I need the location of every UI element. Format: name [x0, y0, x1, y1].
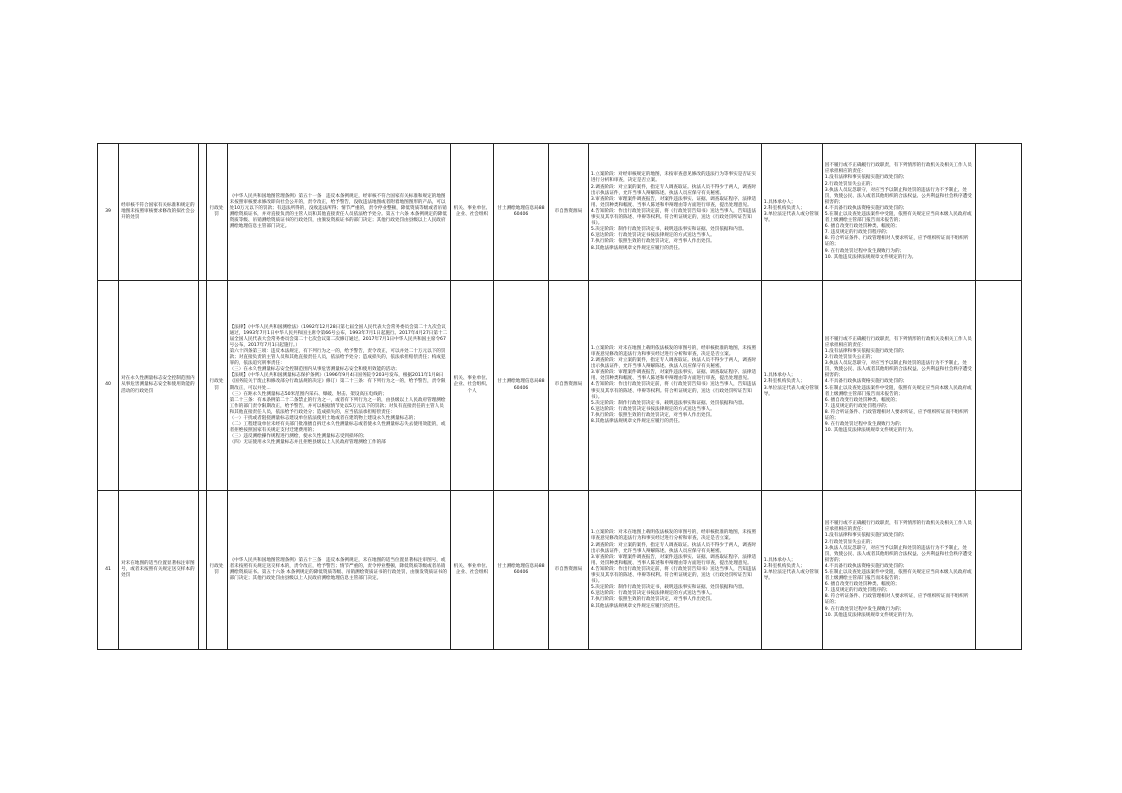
accountability-item: 2.行政处罚显失公正的； [824, 539, 876, 545]
stage-item: 6.送达阶段：行政处罚决定书按法律规定的方式送达当事人。 [590, 591, 715, 597]
legal-basis-paragraph: 【法规】《中华人民共和国测量标志保护条例》（1996年9月4日国务院令203号发布，根据2011年1月8日《国务院关于废止和修改部分行政法规的决定》修订）第二十三条：有下列行为之一的，给予警告，责令限期改正，可以并处... [229, 373, 446, 391]
legal-basis-paragraph: （三）违反测绘操作规程进行测绘，使永久性测量标志受到损坏的； [229, 434, 368, 440]
responsible-persons [761, 144, 822, 281]
stage-item: 8.其他法律法规规章文件规定应履行的责任。 [590, 245, 683, 251]
responsible-person-item: 3.单位法定代表人或分管领导。 [763, 385, 819, 397]
legal-basis-paragraph: （二）工程建设单位未经有关部门批准擅自拆迁永久性测量标志或者使永久性测量标志失去使用效能的，或者拒绝按照国家有关规定支付迁建费用的； [229, 422, 446, 434]
stage-item: 2.调查阶段：对立案的案件，指定专人调查取证。执法人员不得少于两人，调查时出示执法证件，允许当事人辩解陈述。执法人员应保守有关秘密。 [590, 358, 757, 370]
row-number: 39 [98, 144, 119, 281]
remark-cell [975, 491, 1021, 650]
row-number: 41 [98, 491, 119, 650]
power-type: 行政处罚 [206, 281, 227, 491]
responsible-person-item: 2.科室机构负责人； [763, 205, 805, 211]
accountability-item: 3.执法人员玩忽职守，对应当予以制止和处罚的违法行为不予制止、处罚，致使公民、法人或者其他组织的合法权益、公共利益和社会秩序遭受损害的； [824, 187, 972, 205]
responsible-organ: 市自然资源局 [548, 281, 588, 491]
accountability-item: 5.在制止以及查处违法案件中受阻，依照有关规定应当向本级人民政府或者上级测绘主管部门报告而未报告的； [824, 212, 972, 224]
responsible-person-item: 2.科室机构负责人； [763, 563, 805, 569]
accountability-item: 1.没有法律和事实依据实施行政处罚的； [824, 348, 908, 354]
accountability-item: 10. 其他违反法律法规规章文件规定的行为。 [824, 612, 917, 618]
stage-item: 7.执行阶段：依照生效的行政处罚决定，对当事人作出处罚。 [590, 412, 715, 418]
stage-item: 8.其他法律法规规章文件规定应履行的责任。 [590, 419, 683, 425]
stage-item: 1.立案阶段：对未在地图上载明依法核发的审图号的，经审核批准的地图，未按照审查意见修改的违法行为和事实经过进行分析和审查，决定是否立案。 [590, 345, 757, 357]
accountability-item: 3.执法人员玩忽职守，对应当予以制止和处罚的违法行为不予制止、处罚，致使公民、法人或者其他组织的合法权益、公共利益和社会秩序遭受损害的； [824, 361, 972, 379]
accountability-item: 2.行政处罚显失公正的； [824, 181, 876, 187]
accountability-item: 7. 违反规定的行政处罚程序的； [824, 403, 891, 409]
accountability-item: 1.没有法律和事实依据实施行政处罚的； [824, 175, 908, 181]
accountability-item: 3.执法人员玩忽职守，对应当予以制止和处罚的违法行为不予制止、处罚，致使公民、法人或者其他组织的合法权益、公共利益和社会秩序遭受损害的； [824, 545, 972, 563]
legal-basis [227, 281, 450, 491]
legal-basis-paragraph: （一）干扰或者阻挠测量标志建设单位依法使用土地或者在建筑物上建设永久性测量标志的； [229, 415, 418, 421]
responsible-persons [761, 281, 822, 491]
accountability-cases [822, 144, 975, 281]
accountability-item: 10. 其他违反法律法规规章文件规定的行为。 [824, 254, 917, 260]
stage-item: 4.告知阶段：作出行政处罚决定前，将《行政处罚告知书》送达当事人，告知违法事实及其享有的陈述、申辩等权利。符合听证规定的，送达《行政处罚听证告知书》。 [590, 208, 757, 227]
item-name: 经审核不符合国家有关标准和规定的地图未按照审核要求修改的拟社会公开的处罚 [119, 144, 199, 281]
legal-basis-paragraph: 第二十三条：有本条例第二十二条禁止的行为之一，或者有下列行为之一的，由县级以上人民政府管理测绘工作的部门责令限期改正，给予警告，并可以根据情节处以5万元以下的罚款；对负有直接责任的主管人员和其他直接责任人员，依法给予行政处分；造成损失的，应当依法承担赔偿责任： [229, 397, 446, 415]
row-number: 40 [98, 281, 119, 491]
table-row [98, 281, 1022, 491]
responsible-persons [761, 491, 822, 650]
accountability-item: 2.行政处罚显失公正的； [824, 355, 876, 361]
responsible-person-item: 1.具体承办人； [763, 557, 796, 563]
target-subject: 机关、事业单位、企业、社会组织、个人 [450, 281, 493, 491]
table-body [98, 144, 1022, 650]
responsible-person-item: 1.具体承办人； [763, 199, 796, 205]
accountability-item: 9. 在行政处罚过程中发生腐败行为的； [824, 606, 905, 612]
legal-basis-paragraph: 【法律】《中华人民共和国测绘法》（1992年12月28日第七届全国人民代表大会常务委员会第二十九次会议通过，1993年7月1日中华人民共和国主席令第66号公布，1993年7月1日起施行。2017年4月27日第十二届全国人民代表大会常务委员会第二十七次会议第二次修订通过，2017年7月1日中华人民共和国主席令67号公布，2017年7月1日起施行。） [229, 324, 448, 348]
legal-basis-paragraph: 《中华人民共和国地图管理条例》第五十三条 违反本条例规定，未在地图的适当位置显著标注审图号，或者未按照有关规定送交样本的，责令改正，给予警告；情节严重的，责令停业整顿，降低资质等级或者吊销测绘资质证书。第五十六条 本条例规定的降低资质等级、吊销测绘资质证书的行政处罚，由颁发资质证书的部门决定；其他行政处罚由县级以上人民政府测绘地理信息主管部门决定。 [229, 557, 447, 582]
accountability-item: 5.在制止以及查处违法案件中受阻，依照有关规定应当向本级人民政府或者上级测绘主管部门报告而未报告的； [824, 385, 972, 397]
responsible-person-item: 3.单位法定代表人或分管领导。 [763, 212, 819, 224]
accountability-item: 4.不具备行政执法资格实施行政处罚的； [824, 563, 908, 569]
implementing-department: 甘土测绘地理信息局8860406 [494, 281, 549, 491]
legal-basis [227, 144, 450, 281]
stage-item: 3.审查阶段：审理案件调查报告，对案件违法事实、证据、调查取证程序、法律适用、处罚种类和幅度、当事人陈述和申辩理由等方面进行审查，提出处理意见。 [590, 196, 757, 208]
table-row [98, 491, 1022, 650]
responsible-person-item: 2.科室机构负责人； [763, 379, 805, 385]
accountability-item: 7. 违反规定的行政处罚程序的； [824, 230, 891, 236]
target-subject: 机关、事业单位、企业、社会组织 [450, 144, 493, 281]
stage-item: 6.送达阶段：行政处罚决定书按法律规定的方式送达当事人。 [590, 233, 715, 239]
responsible-organ: 市自然资源局 [548, 491, 588, 650]
stage-item: 4.告知阶段：作出行政处罚决定前，将《行政处罚告知书》送达当事人，告知违法事实及其享有的陈述、申辩等权利。符合听证规定的，送达《行政处罚听证告知书》。 [590, 566, 757, 585]
stage-item: 2.调查阶段：对立案的案件，指定专人调查取证。执法人员不得少于两人，调查时出示执法证件，允许当事人辩解陈述。执法人员应保守有关秘密。 [590, 542, 757, 554]
implementing-department: 甘土测绘地理信息局8860406 [494, 144, 549, 281]
responsibility-stages [588, 281, 761, 491]
remark-cell [975, 144, 1021, 281]
power-type: 行政处罚 [206, 491, 227, 650]
stage-item: 3.审查阶段：审理案件调查报告，对案件违法事实、证据、调查取证程序、法律适用、处罚种类和幅度、当事人陈述和申辩理由等方面进行审查，提出处理意见。 [590, 554, 757, 566]
empty-cell [199, 281, 206, 491]
stage-item: 6.送达阶段：行政处罚决定书按法律规定的方式送达当事人。 [590, 406, 715, 412]
accountability-item: 8. 符合听证条件、行政管理相对人要求听证，应予组织听证而不组织听证的； [824, 594, 969, 606]
stage-item: 2.调查阶段：对立案的案件，指定专人调查取证。执法人员不得少于两人，调查时出示执法证件，允许当事人辩解陈述。执法人员应保守有关秘密。 [590, 184, 757, 196]
accountability-item: 1.没有法律和事实依据实施行政处罚的； [824, 533, 908, 539]
stage-item: 1.立案阶段：对经审核规定的地图，未按审查意见修改的违法行为等事实是否证实进行分析和审查，决定是否立案。 [590, 172, 757, 184]
stage-item: 5.决定阶段：制作行政处罚决定书，载明违法事实和证据、处罚依据和内容。 [590, 227, 747, 233]
empty-cell [199, 144, 206, 281]
responsible-organ: 市自然资源局 [548, 144, 588, 281]
accountability-item: 因不履行或不正确履行行政职责，有下列情形的行政机关及相关工作人员应承担相应的责任： [824, 521, 972, 533]
item-name: 对在永久性测量标志安全控制范围内从事危害测量标志安全和使用效能的活动的行政处罚 [119, 281, 199, 491]
legal-basis-paragraph: （三）在距永久性测量标志50米范围内采石、爆破、射击、架设高压电线的； [229, 391, 388, 397]
legal-basis-paragraph: 第六十四条第三项：违反本法规定，有下列行为之一的，给予警告，责令改正，可以并处二十万元以下的罚款；对直接负责的主管人员和其他直接责任人员，依法给予处分；造成损失的，依法承担赔偿责任；构成犯罪的，依法追究刑事责任： [229, 348, 446, 367]
target-subject: 机关、事业单位、企业、社会组织 [450, 491, 493, 650]
accountability-item: 6. 擅自改变行政处罚种类、幅度的； [824, 224, 900, 230]
accountability-item: 8. 符合听证条件、行政管理相对人要求听证，应予组织听证而不组织听证的； [824, 409, 969, 421]
accountability-item: 10. 其他违反法律法规规章文件规定的行为。 [824, 428, 917, 434]
stage-item: 3.审查阶段：审理案件调查报告，对案件违法事实、证据、调查取证程序、法律适用、处罚种类和幅度、当事人陈述和申辩理由等方面进行审查，提出处理意见。 [590, 370, 757, 382]
stage-item: 5.决定阶段：制作行政处罚决定书，载明违法事实和证据、处罚依据和内容。 [590, 400, 747, 406]
legal-basis-paragraph: （四）无证使用永久性测量标志并且拒绝县级以上人民政府管理测绘工作的部 [229, 440, 386, 446]
stage-item: 7.执行阶段：依照生效的行政处罚决定，对当事人作出处罚。 [590, 239, 715, 245]
accountability-item: 7. 违反规定的行政处罚程序的； [824, 588, 891, 594]
accountability-cases [822, 281, 975, 491]
responsible-person-item: 1.具体承办人； [763, 373, 796, 379]
accountability-item: 9. 在行政处罚过程中发生腐败行为的； [824, 248, 905, 254]
responsibility-stages [588, 144, 761, 281]
stage-item: 8.其他法律法规规章文件规定应履行的责任。 [590, 603, 683, 609]
stage-item: 5.决定阶段：制作行政处罚决定书，载明违法事实和证据、处罚依据和内容。 [590, 585, 747, 591]
stage-item: 4.告知阶段：作出行政处罚决定前，将《行政处罚告知书》送达当事人，告知违法事实及其享有的陈述、申辩等权利。符合听证规定的，送达《行政处罚听证告知书》。 [590, 382, 757, 400]
accountability-item: 6. 擅自改变行政处罚种类、幅度的； [824, 397, 900, 403]
power-type: 行政处罚 [206, 144, 227, 281]
accountability-cases [822, 491, 975, 650]
accountability-item: 6. 擅自改变行政处罚种类、幅度的； [824, 582, 900, 588]
table-row [98, 144, 1022, 281]
accountability-item: 9. 在行政处罚过程中发生腐败行为的； [824, 422, 905, 428]
remark-cell [975, 281, 1021, 491]
accountability-item: 5.在制止以及查处违法案件中受阻，依照有关规定应当向本级人民政府或者上级测绘主管部门报告而未报告的； [824, 570, 972, 582]
legal-basis-paragraph: 《中华人民共和国地图管理条例》第五十一条 违反本条例规定，经审核不符合国家有关标准和规定的地图未按照审核要求修改即向社会公开的，责令改正，给予警告，没收违法地图或者附着地图图形的产品，可以处10万元以下的罚款；有违法所得的，没收违法所得；情节严重的，责令停业整顿，降低资质等级或者吊销测绘资质证书，并对直接负责的主管人员和其他直接责任人员依法给予处分。第五十六条 本条例规定的降低资质等级、吊销测绘资质证书的行政处罚，由颁发资质证书的部门决定；其他行政处罚由县级以上人民政府测绘地理信息主管部门决定。 [229, 193, 447, 230]
power-list-table [97, 143, 1022, 650]
stage-item: 1.立案阶段：对未在地图上载明依法核发的审图号的，经审核批准的地图，未按照审查意见修改的违法行为和事实经过进行分析和审查，决定是否立案。 [590, 530, 757, 542]
implementing-department: 甘土测绘地理信息局8860406 [494, 491, 549, 650]
legal-basis [227, 491, 450, 650]
accountability-item: 因不履行或不正确履行行政职责，有下列情形的行政机关及相关工作人员应承担相应的责任： [824, 336, 972, 348]
empty-cell [199, 491, 206, 650]
stage-item: 7.执行阶段：依照生效的行政处罚决定，对当事人作出处罚。 [590, 597, 715, 603]
item-name: 对未在地图的适当位置显著标注审图号，或者未按照有关规定送交样本的处罚 [119, 491, 199, 650]
accountability-item: 8. 符合听证条件、行政管理相对人要求听证，应予组织听证而不组织听证的； [824, 236, 969, 248]
legal-basis-paragraph: （三）在永久性测量标志安全控制范围内从事危害测量标志安全和使用效能的活动； [229, 367, 400, 373]
responsibility-stages [588, 491, 761, 650]
accountability-item: 4.不具备行政执法资格实施行政处罚的； [824, 379, 908, 385]
accountability-item: 4.不具备行政执法资格实施行政处罚的； [824, 205, 908, 211]
accountability-item: 因不履行或不正确履行行政职责，有下列情形的行政机关及相关工作人员应承担相应的责任： [824, 163, 972, 175]
responsible-person-item: 3.单位法定代表人或分管领导。 [763, 570, 819, 582]
